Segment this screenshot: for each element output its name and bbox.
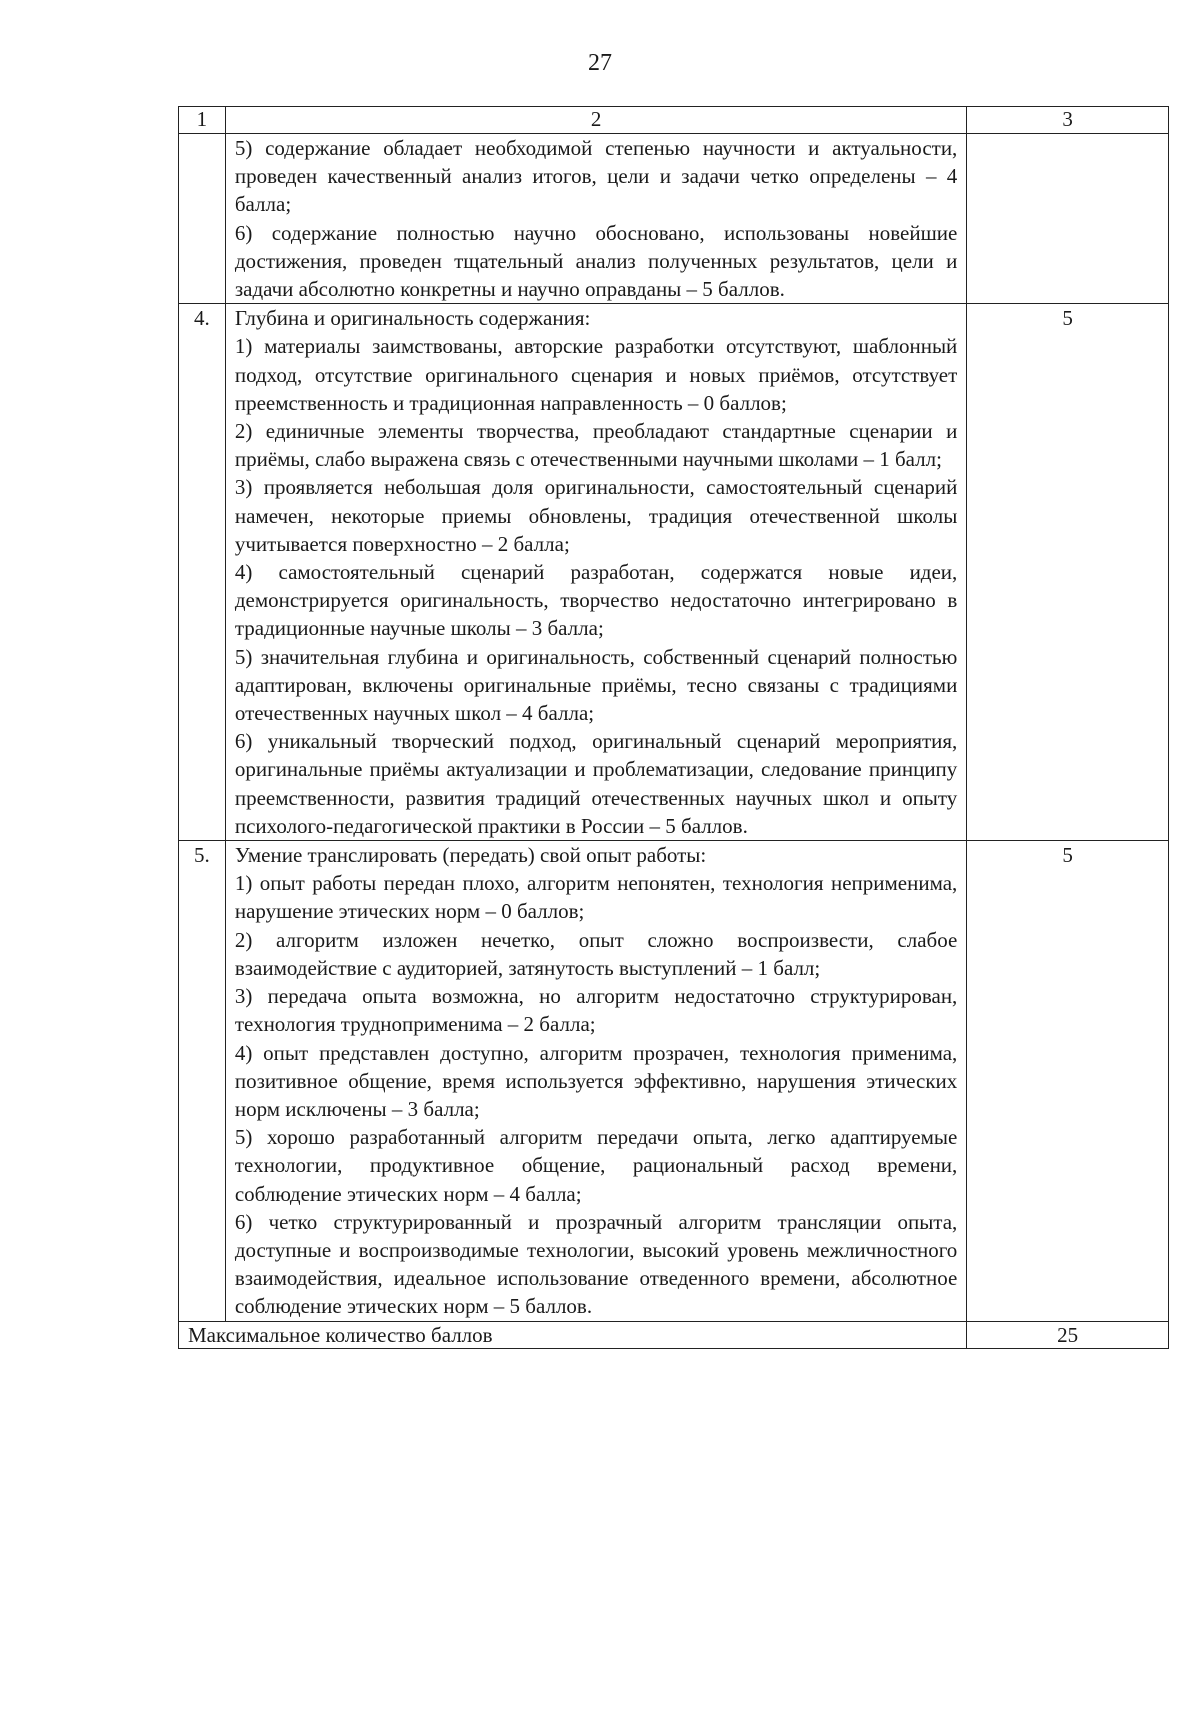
table-row-continuation [179,134,1169,304]
total-score: 25 [967,1321,1169,1348]
column-header-3: 3 [967,107,1169,134]
list-item: 1) опыт работы передан плохо, алгоритм непонятен, технология неприменима, нарушение этических норм – 0 баллов; [234,871,958,924]
table-total-row [179,1321,1169,1348]
row-number [179,134,226,304]
row-number: 5. [179,841,226,1321]
list-item: 6) уникальный творческий подход, оригинальный сценарий мероприятия, оригинальные приёмы актуализации и проблематизации, следование принципу преемственности, развития традиций отечественных научных школ и опыту психолого-педагогической практики в России – 5 баллов. [234,729,958,838]
list-item: 5) содержание обладает необходимой степенью научности и актуальности, проведен качественный анализ итогов, цели и задачи четко определены – 4 балла; [234,136,958,217]
total-label: Максимальное количество баллов [179,1321,967,1348]
list-item: 2) алгоритм изложен нечетко, опыт сложно воспроизвести, слабое взаимодействие с аудиторией, затянутость выступлений – 1 балл; [234,927,958,980]
list-item: 3) передача опыта возможна, но алгоритм недостаточно структурирован, технология трудноприменима – 2 балла; [234,984,958,1037]
list-item: 2) единичные элементы творчества, преобладают стандартные сценарии и приёмы, слабо выражена связь с отечественными научными школами – 1 балл; [234,419,958,472]
criterion-title: Глубина и оригинальность содержания: [234,306,591,331]
list-item: 3) проявляется небольшая доля оригинальности, самостоятельный сценарий намечен, некоторые приемы обновлены, традиция отечественной школы учитывается поверхностно – 2 балла; [234,475,958,556]
criterion-description [225,134,966,304]
criteria-table [178,106,1169,1349]
list-item: 5) хорошо разработанный алгоритм передачи опыта, легко адаптируемые технологии, продуктивное общение, рациональный расход времени, соблюдение этических норм – 4 балла; [234,1125,958,1206]
list-item: 1) материалы заимствованы, авторские разработки отсутствуют, шаблонный подход, отсутствие оригинального сценария и новых приёмов, отсутствует преемственность и традиционная направленность – 0 баллов; [234,334,958,415]
list-item: 6) содержание полностью научно обосновано, использованы новейшие достижения, проведен тщательный анализ полученных результатов, цели и задачи абсолютно конкретны и научно оправданы – 5 баллов. [234,220,958,302]
list-item: 4) самостоятельный сценарий разработан, содержатся новые идеи, демонстрируется оригинальность, творчество недостаточно интегрировано в традиционные научные школы – 3 балла; [234,560,958,641]
table-header-row [179,107,1169,134]
table-row-4 [179,304,1169,841]
list-item: 4) опыт представлен доступно, алгоритм прозрачен, технология применима, позитивное общение, время используется эффективно, нарушения этических норм исключены – 3 балла; [234,1040,958,1121]
page-number: 27 [588,50,612,76]
list-item: 5) значительная глубина и оригинальность, собственный сценарий полностью адаптирован, включены оригинальные приёмы, тесно связаны с традициями отечественных научных школ – 4 балла; [234,644,958,726]
column-header-1: 1 [179,107,226,134]
criterion-description [225,304,966,841]
column-header-2: 2 [225,107,966,134]
list-item: 6) четко структурированный и прозрачный алгоритм трансляции опыта, доступные и воспроизводимые технологии, высокий уровень межличностного взаимодействия, идеальное использование отведенного времени, абсолютное соблюдение этических норм – 5 баллов. [234,1209,958,1319]
row-score: 5 [967,304,1169,841]
table-row-5 [179,841,1169,1321]
criterion-title: Умение транслировать (передать) свой опыт работы: [234,843,707,868]
row-score: 5 [967,841,1169,1321]
row-number: 4. [179,304,226,841]
criterion-description [225,841,966,1321]
row-score [967,134,1169,304]
